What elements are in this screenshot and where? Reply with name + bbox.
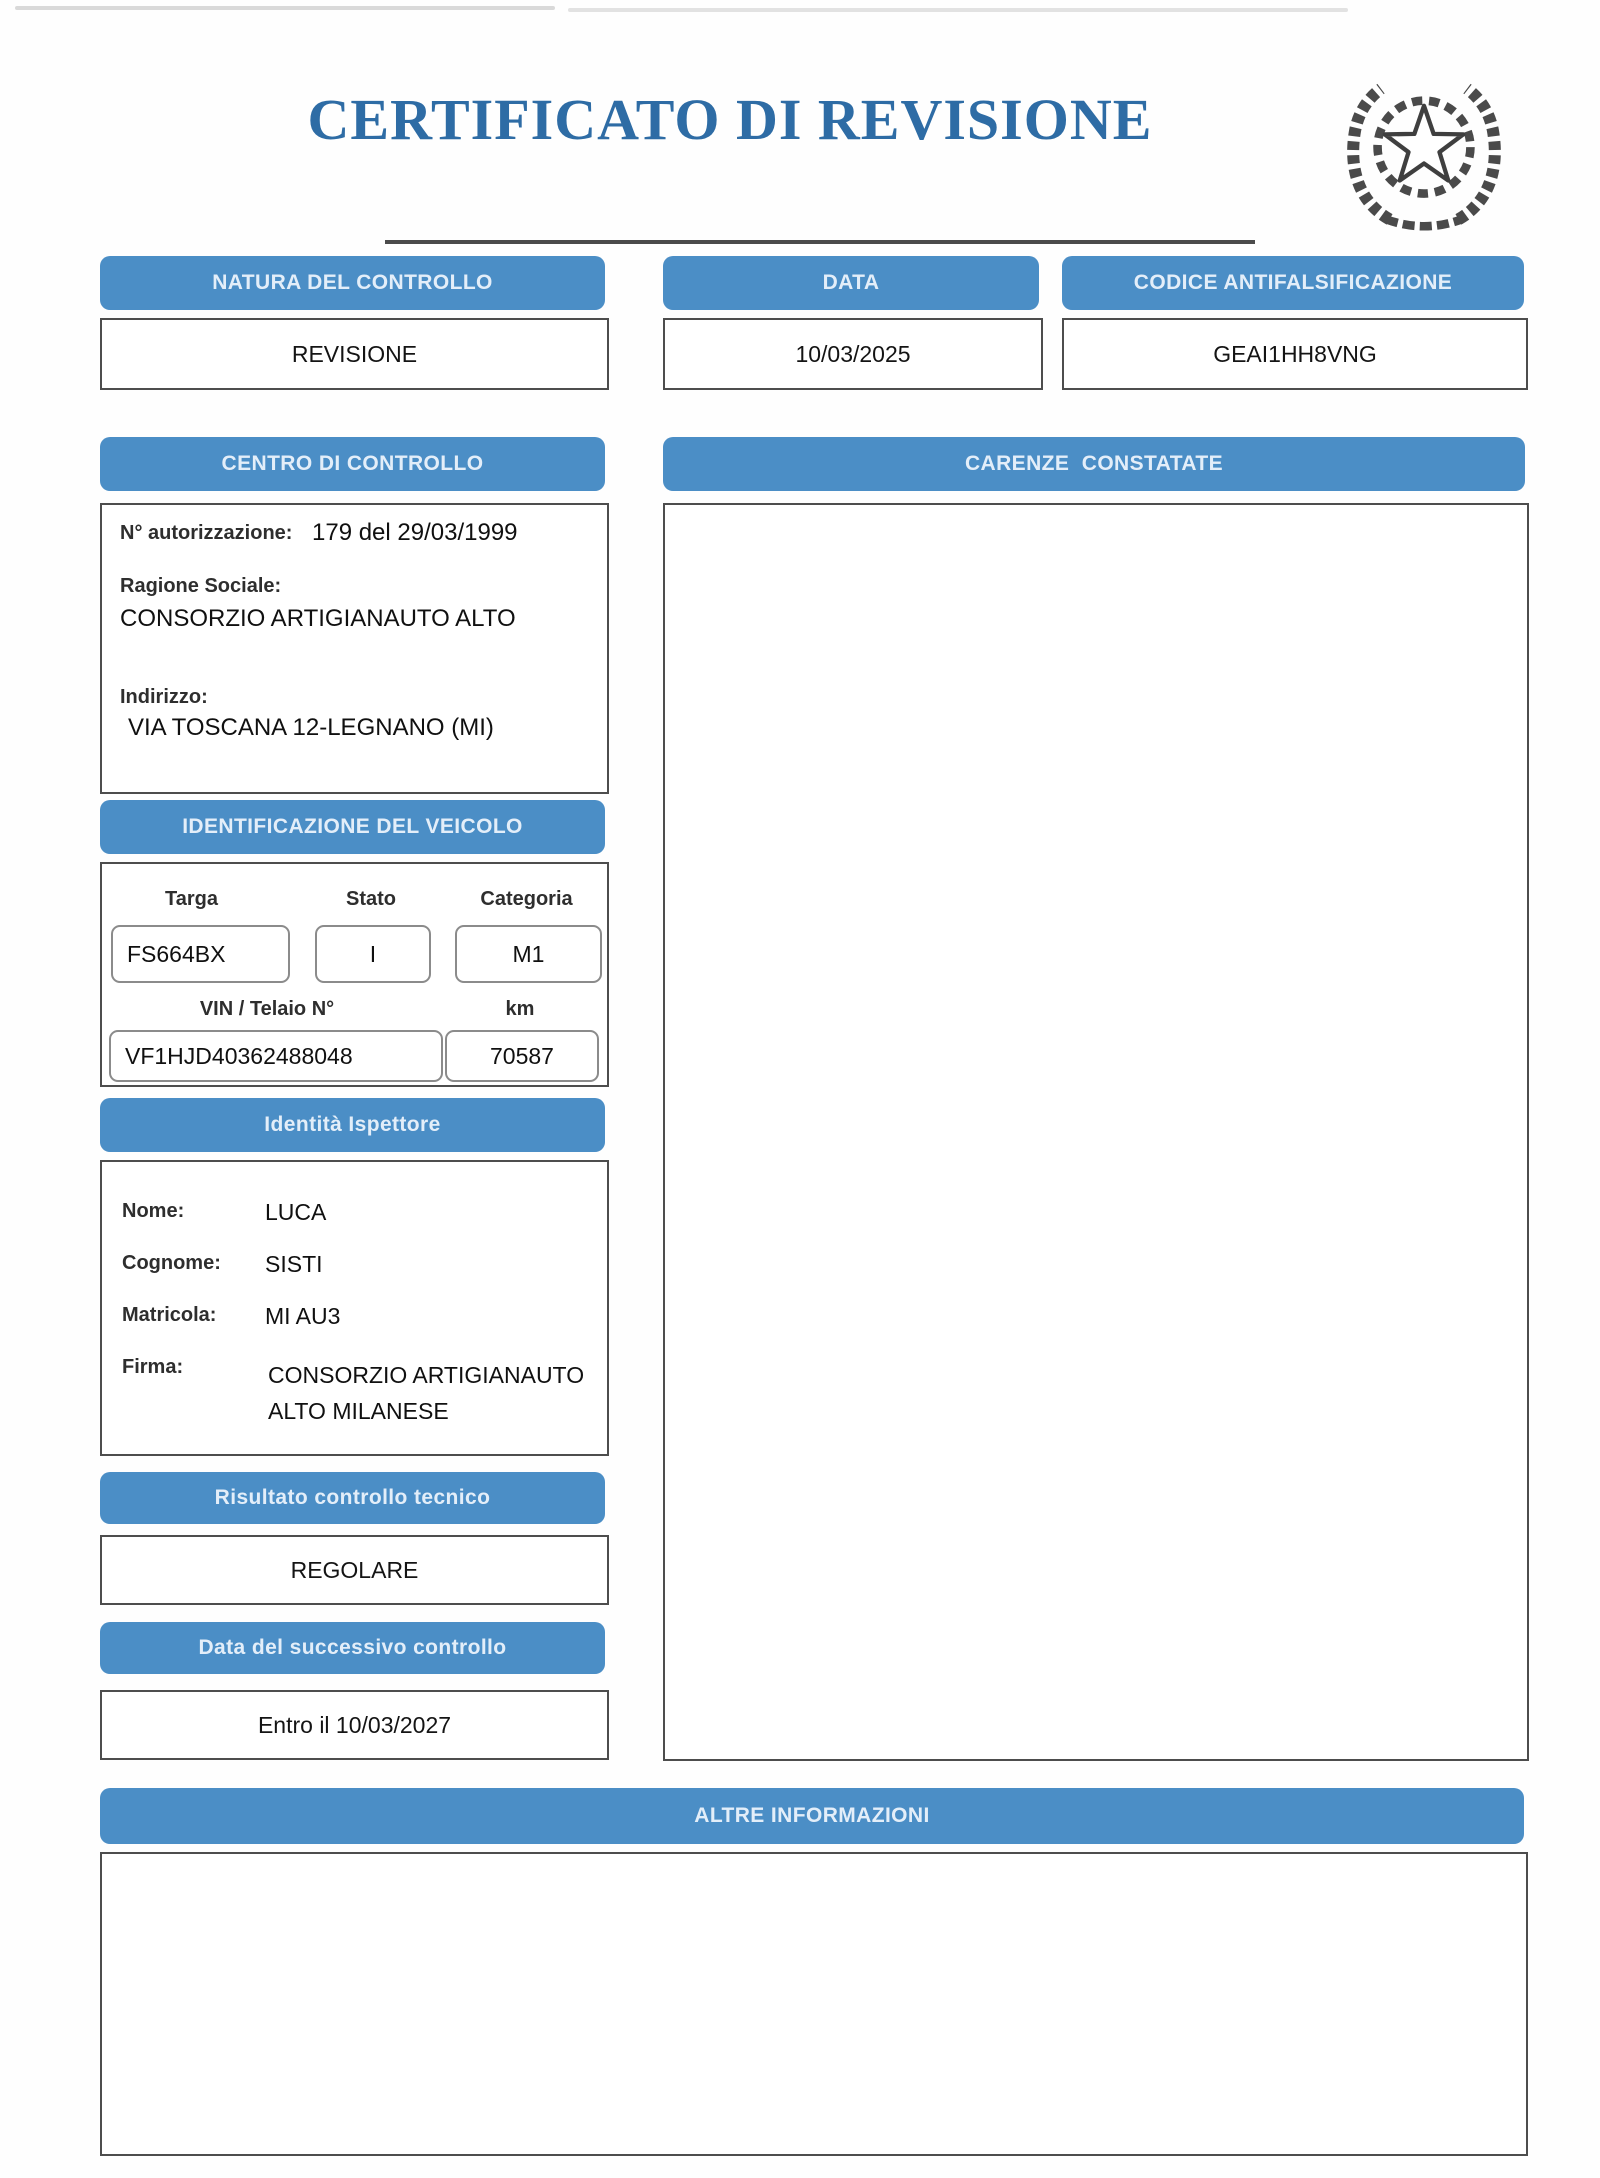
vin-telaio-label: VIN / Telaio N°: [199, 998, 335, 1020]
identificazione-veicolo-header: IDENTIFICAZIONE DEL VEICOLO: [100, 800, 605, 854]
targa-value: FS664BX: [111, 925, 290, 983]
nome-label: Nome:: [122, 1200, 185, 1222]
scan-artifact-line: [568, 8, 1348, 12]
altre-informazioni-panel: [100, 1852, 1528, 2156]
data-header: DATA: [663, 256, 1039, 310]
successivo-controllo-header: Data del successivo controllo: [100, 1622, 605, 1674]
cognome-label: Cognome:: [122, 1252, 221, 1274]
data-value: 10/03/2025: [663, 318, 1043, 390]
natura-del-controllo-header: NATURA DEL CONTROLLO: [100, 256, 605, 310]
title-underline: [385, 240, 1255, 244]
indirizzo-value: VIA TOSCANA 12-LEGNANO (MI): [128, 714, 494, 741]
centro-di-controllo-header: CENTRO DI CONTROLLO: [100, 437, 605, 491]
risultato-controllo-value: REGOLARE: [100, 1535, 609, 1605]
page-title: CERTIFICATO DI REVISIONE: [307, 87, 1153, 152]
matricola-label: Matricola:: [122, 1304, 217, 1326]
firma-value-line2: ALTO MILANESE: [268, 1398, 449, 1424]
natura-del-controllo-value: REVISIONE: [100, 318, 609, 390]
stato-value: I: [315, 925, 431, 983]
ragione-sociale-label: Ragione Sociale:: [120, 575, 282, 597]
categoria-value: M1: [455, 925, 602, 983]
autorizzazione-label: N° autorizzazione:: [120, 522, 293, 544]
matricola-value: MI AU3: [265, 1303, 341, 1329]
categoria-label: Categoria: [480, 888, 573, 910]
firma-value-line1: CONSORZIO ARTIGIANAUTO: [268, 1362, 585, 1388]
ragione-sociale-value: CONSORZIO ARTIGIANAUTO ALTO: [120, 605, 516, 632]
successivo-controllo-value: Entro il 10/03/2027: [100, 1690, 609, 1760]
stato-label: Stato: [346, 888, 396, 910]
km-label: km: [505, 998, 535, 1020]
risultato-controllo-header: Risultato controllo tecnico: [100, 1472, 605, 1524]
italy-emblem-icon: [1338, 68, 1510, 240]
scan-artifact-line: [15, 6, 555, 10]
codice-antifalsificazione-value: GEAI1HH8VNG: [1062, 318, 1528, 390]
km-value: 70587: [445, 1030, 599, 1082]
targa-label: Targa: [165, 888, 218, 910]
cognome-value: SISTI: [265, 1251, 323, 1277]
vin-telaio-value: VF1HJD40362488048: [109, 1030, 443, 1082]
identita-ispettore-header: Identità Ispettore: [100, 1098, 605, 1152]
nome-value: LUCA: [265, 1199, 327, 1225]
altre-informazioni-header: ALTRE INFORMAZIONI: [100, 1788, 1524, 1844]
firma-label: Firma:: [122, 1356, 184, 1378]
autorizzazione-value: 179 del 29/03/1999: [312, 519, 518, 546]
carenze-constatate-header: CARENZE CONSTATATE: [663, 437, 1525, 491]
carenze-constatate-panel: [663, 503, 1529, 1761]
indirizzo-label: Indirizzo:: [120, 686, 208, 708]
codice-antifalsificazione-header: CODICE ANTIFALSIFICAZIONE: [1062, 256, 1524, 310]
